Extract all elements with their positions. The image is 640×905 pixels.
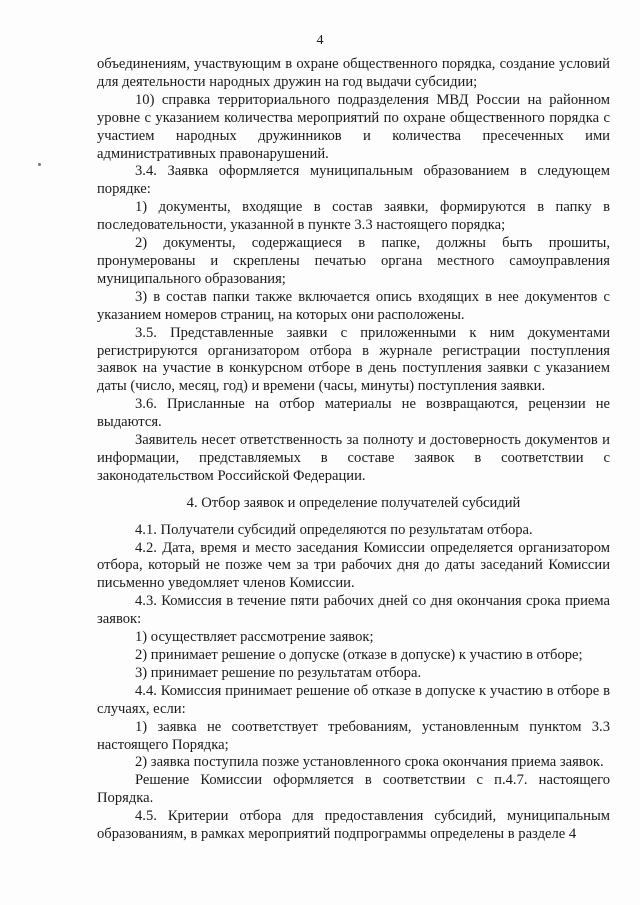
page-number: 4 — [316, 33, 324, 48]
paragraph-commission-decision: Решение Комиссии оформляется в соответствии с п.4.7. настоящего Порядка. — [97, 772, 610, 807]
section-heading-4: 4. Отбор заявок и определение получателей субсидий — [186, 494, 521, 511]
paragraph-4-2: 4.2. Дата, время и место заседания Комиссии определяется организатором отбора, который не позже чем за три рабочих дня до даты заседаний Комиссии письменно уведомляет членов Комиссии. — [97, 539, 610, 592]
paragraph-3-4-item-2: 2) документы, содержащиеся в папке, должны быть прошиты, пронумерованы и скреплены печатью органа местного самоуправления муниципального образования; — [97, 235, 610, 287]
paragraph-4-3: 4.3. Комиссия в течение пяти рабочих дней со дня окончания срока приема заявок: — [97, 593, 610, 628]
document-body — [97, 56, 610, 844]
paragraph-4-4-item-2: 2) заявка поступила позже установленного срока окончания приема заявок. — [135, 754, 604, 771]
paragraph-3-4: 3.4. Заявка оформляется муниципальным образованием в следующем порядке: — [97, 163, 610, 198]
paragraph-4-4-item-1: 1) заявка не соответствует требованиям, установленным пунктом 3.3 настоящего Порядка; — [97, 718, 610, 753]
paragraph-3-4-item-1: 1) документы, входящие в состав заявки, формируются в папку в последовательности, указанной в пункте 3.3 настоящего порядка; — [97, 199, 610, 234]
paragraph-3-4-item-3: 3) в состав папки также включается опись входящих в нее документов с указанием номеров страниц, на которых они расположены. — [97, 288, 610, 323]
paragraph-continuation: объединениям, участвующим в охране общественного порядка, создание условий для деятельности народных дружин на год выдачи субсидии; — [97, 56, 610, 90]
paragraph-3-5: 3.5. Представленные заявки с приложенными к ним документами регистрируются организатором отбора в журнале регистрации поступления заявок на участие в конкурсном отборе в день поступления заявки с указанием даты (число, месяц, год) и времени (часы, минуты) поступления заявки. — [97, 324, 610, 395]
paragraph-4-3-item-3: 3) принимает решение по результатам отбора. — [135, 664, 422, 681]
paragraph-4-4: 4.4. Комиссия принимает решение об отказе в допуске к участию в отборе в случаях, если: — [97, 682, 610, 717]
paragraph-responsibility: Заявитель несет ответственность за полноту и достоверность документов и информации, представляемых в составе заявок в соответствии с законодательством Российской Федерации. — [97, 432, 610, 484]
paragraph-4-5: 4.5. Критерии отбора для предоставления субсидий, муниципальным образованиям, в рамках мероприятий подпрограммы определены в разделе 4 — [97, 808, 610, 843]
paragraph-4-1: 4.1. Получатели субсидий определяются по результатам отбора. — [135, 521, 533, 538]
paragraph-3-6: 3.6. Присланные на отбор материалы не возвращаются, рецензии не выдаются. — [97, 396, 610, 431]
paragraph-4-3-item-2: 2) принимает решение о допуске (отказе в допуске) к участию в отборе; — [135, 647, 583, 663]
paragraph-item-10: 10) справка территориального подразделения МВД России на районном уровне с указанием количества мероприятий по охране общественного порядка с участием народных дружинников и количества пресеченных ими административных правонарушений. — [97, 91, 610, 162]
paragraph-4-3-item-1: 1) осуществляет рассмотрение заявок; — [135, 629, 374, 646]
scan-speck — [38, 163, 41, 166]
